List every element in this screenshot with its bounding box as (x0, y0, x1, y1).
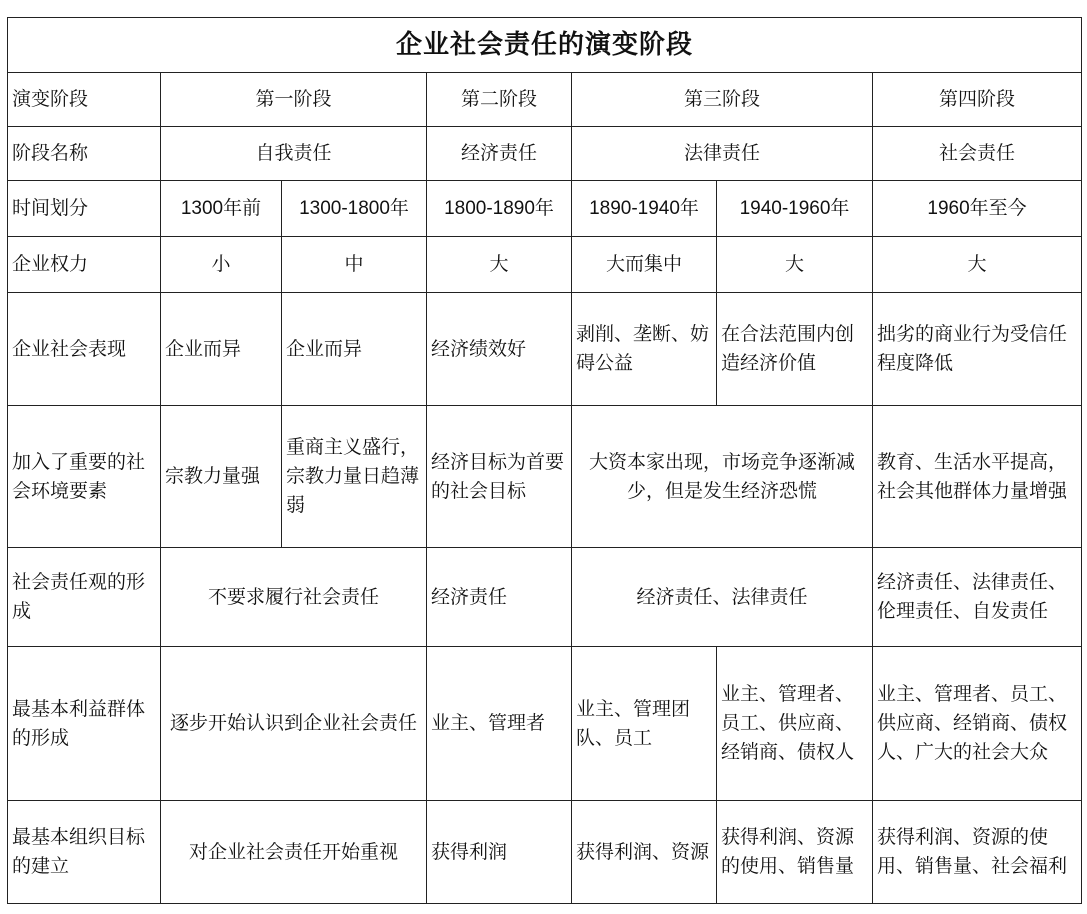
row-stakeholders (8, 647, 1082, 801)
cell: 业主、管理团队、员工 (572, 647, 717, 801)
cell: 1940-1960年 (717, 181, 873, 237)
cell: 获得利润、资源的使用、销售量 (717, 801, 873, 904)
cell: 社会责任 (873, 127, 1082, 181)
cell: 经济责任、法律责任、伦理责任、自发责任 (873, 548, 1082, 647)
cell: 业主、管理者、员工、供应商、经销商、债权人 (717, 647, 873, 801)
csr-evolution-table (7, 17, 1082, 904)
cell: 经济责任 (427, 548, 572, 647)
cell: 宗教力量强 (161, 406, 282, 548)
cell: 大资本家出现，市场竞争逐渐减少，但是发生经济恐慌 (572, 406, 873, 548)
cell: 获得利润、资源的使用、销售量、社会福利 (873, 801, 1082, 904)
cell: 1800-1890年 (427, 181, 572, 237)
row-header: 最基本组织目标的建立 (8, 801, 161, 904)
cell: 对企业社会责任开始重视 (161, 801, 427, 904)
cell: 自我责任 (161, 127, 427, 181)
cell: 第三阶段 (572, 73, 873, 127)
cell: 企业而异 (282, 293, 427, 406)
cell: 在合法范围内创造经济价值 (717, 293, 873, 406)
cell: 业主、管理者 (427, 647, 572, 801)
cell: 经济目标为首要的社会目标 (427, 406, 572, 548)
cell: 业主、管理者、员工、供应商、经销商、债权人、广大的社会大众 (873, 647, 1082, 801)
row-org-goals (8, 801, 1082, 904)
cell: 拙劣的商业行为受信任程度降低 (873, 293, 1082, 406)
cell: 法律责任 (572, 127, 873, 181)
cell: 企业而异 (161, 293, 282, 406)
cell: 大 (427, 237, 572, 293)
cell: 大 (717, 237, 873, 293)
row-environment-factors (8, 406, 1082, 548)
row-corporate-power (8, 237, 1082, 293)
cell: 剥削、垄断、妨碍公益 (572, 293, 717, 406)
cell: 中 (282, 237, 427, 293)
cell: 1960年至今 (873, 181, 1082, 237)
cell: 获得利润、资源 (572, 801, 717, 904)
cell: 经济责任、法律责任 (572, 548, 873, 647)
row-header: 企业权力 (8, 237, 161, 293)
row-header: 企业社会表现 (8, 293, 161, 406)
cell: 大 (873, 237, 1082, 293)
row-stage (8, 73, 1082, 127)
row-time-period (8, 181, 1082, 237)
cell: 获得利润 (427, 801, 572, 904)
cell: 逐步开始认识到企业社会责任 (161, 647, 427, 801)
row-header: 演变阶段 (8, 73, 161, 127)
cell: 大而集中 (572, 237, 717, 293)
table-title: 企业社会责任的演变阶段 (8, 18, 1082, 73)
cell: 教育、生活水平提高，社会其他群体力量增强 (873, 406, 1082, 548)
cell: 1300年前 (161, 181, 282, 237)
cell: 1890-1940年 (572, 181, 717, 237)
row-responsibility-view (8, 548, 1082, 647)
row-header: 最基本利益群体的形成 (8, 647, 161, 801)
cell: 不要求履行社会责任 (161, 548, 427, 647)
row-header: 加入了重要的社会环境要素 (8, 406, 161, 548)
cell: 经济责任 (427, 127, 572, 181)
cell: 重商主义盛行，宗教力量日趋薄弱 (282, 406, 427, 548)
cell: 经济绩效好 (427, 293, 572, 406)
cell: 小 (161, 237, 282, 293)
cell: 第一阶段 (161, 73, 427, 127)
cell: 1300-1800年 (282, 181, 427, 237)
row-stage-name (8, 127, 1082, 181)
row-header: 阶段名称 (8, 127, 161, 181)
cell: 第二阶段 (427, 73, 572, 127)
row-social-performance (8, 293, 1082, 406)
row-header: 社会责任观的形成 (8, 548, 161, 647)
cell: 第四阶段 (873, 73, 1082, 127)
row-header: 时间划分 (8, 181, 161, 237)
